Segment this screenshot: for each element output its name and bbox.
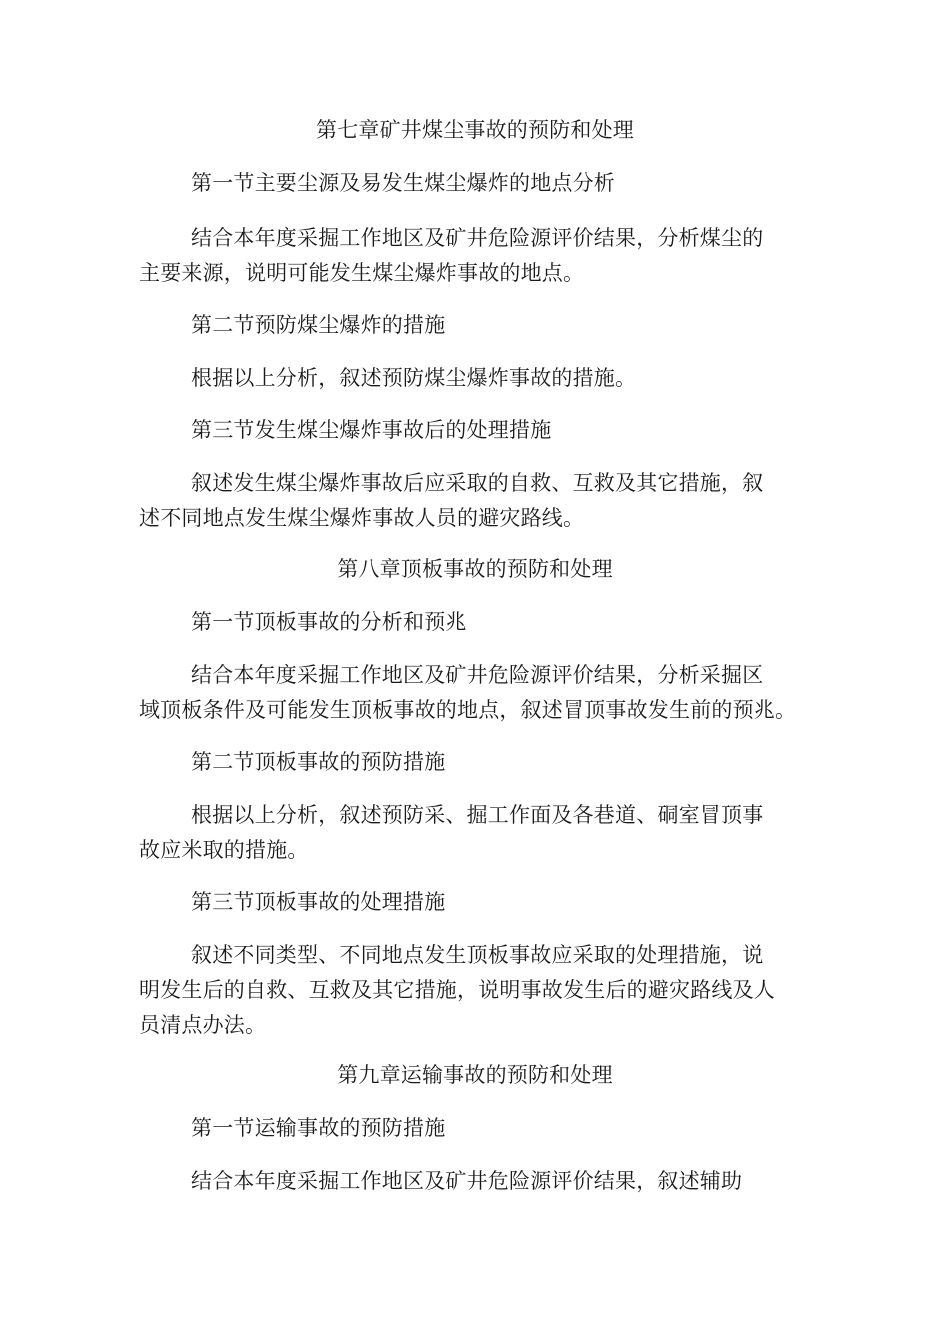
chapter-7-title: 第七章矿井煤尘事故的预防和处理 — [316, 118, 634, 142]
ch8-section-2-text-line-2: 故应米取的措施。 — [139, 838, 309, 862]
ch9-section-1-text-line-1: 结合本年度采掘工作地区及矿井危险源评价结果，叙述辅助 — [191, 1169, 743, 1193]
ch8-section-3-text-line-2: 明发生后的自救、互救及其它措施，说明事故发生后的避灾路线及人 — [139, 978, 775, 1002]
ch8-section-3-text-line-3: 员清点办法。 — [139, 1013, 267, 1037]
ch7-section-1-text-line-1: 结合本年度采掘工作地区及矿井危险源评价结果，分析煤尘的 — [191, 226, 764, 250]
chapter-8-title: 第八章顶板事故的预防和处理 — [337, 557, 613, 581]
ch7-section-3-text-line-1: 叙述发生煤尘爆炸事故后应采取的自救、互救及其它措施，叙 — [191, 471, 764, 495]
ch7-section-1-text-line-2: 主要来源，说明可能发生煤尘爆炸事故的地点。 — [139, 261, 585, 285]
ch8-section-1-text-line-2: 域顶板条件及可能发生顶板事故的地点，叙述冒顶事故发生前的预兆。 — [139, 698, 797, 722]
ch7-section-2-text-line-1: 根据以上分析，叙述预防煤尘爆炸事故的措施。 — [191, 366, 637, 390]
ch7-section-3-text-line-2: 述不同地点发生煤尘爆炸事故人员的避灾路线。 — [139, 506, 585, 530]
ch9-section-1-heading: 第一节运输事故的预防措施 — [191, 1116, 446, 1140]
ch8-section-2-text-line-1: 根据以上分析，叙述预防采、掘工作面及各巷道、硐室冒顶事 — [191, 803, 764, 827]
ch7-section-3-heading: 第三节发生煤尘爆炸事故后的处理措施 — [191, 418, 552, 442]
ch8-section-1-heading: 第一节顶板事故的分析和预兆 — [191, 610, 467, 634]
chapter-9-title: 第九章运输事故的预防和处理 — [337, 1063, 613, 1087]
ch7-section-2-heading: 第二节预防煤尘爆炸的措施 — [191, 313, 446, 337]
ch8-section-1-text-line-1: 结合本年度采掘工作地区及矿井危险源评价结果，分析采掘区 — [191, 663, 764, 687]
ch8-section-3-heading: 第三节顶板事故的处理措施 — [191, 890, 446, 914]
ch8-section-2-heading: 第二节顶板事故的预防措施 — [191, 750, 446, 774]
ch8-section-3-text-line-1: 叙述不同类型、不同地点发生顶板事故应采取的处理措施，说 — [191, 943, 764, 967]
ch7-section-1-heading: 第一节主要尘源及易发生煤尘爆炸的地点分析 — [191, 171, 615, 195]
